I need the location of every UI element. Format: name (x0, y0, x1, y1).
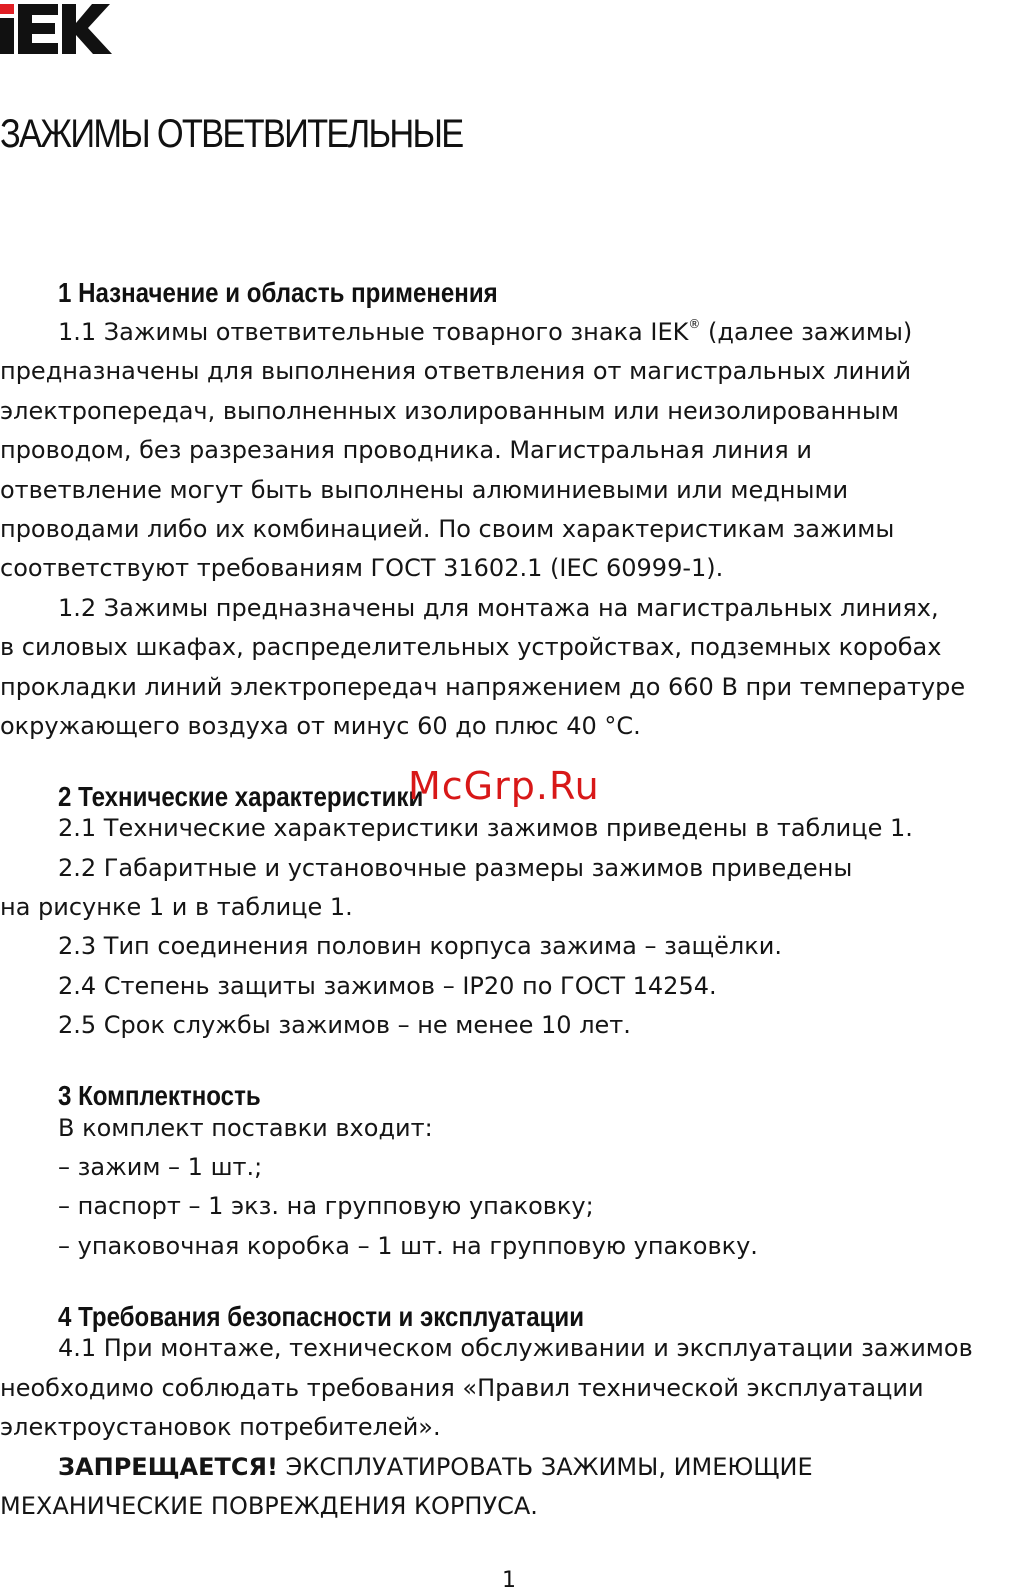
list-item: – зажим – 1 шт.; (58, 1153, 263, 1181)
paragraph-line: проводом, без разрезания проводника. Магистральная линия и (0, 436, 812, 464)
paragraph-line: 4.1 При монтаже, техническом обслуживании и эксплуатации зажимов (58, 1334, 973, 1362)
paragraph-line: электроустановок потребителей». (0, 1413, 441, 1441)
iek-logo (0, 4, 112, 54)
paragraph-line: проводами либо их комбинацией. По своим характеристикам зажимы (0, 515, 895, 543)
section-4-heading: 4 Требования безопасности и эксплуатации (58, 1301, 584, 1332)
paragraph-line: 2.4 Степень защиты зажимов – IP20 по ГОСТ 14254. (58, 972, 717, 1000)
section-1-heading: 1 Назначение и область применения (58, 277, 498, 308)
paragraph-line: 2.1 Технические характеристики зажимов приведены в таблице 1. (58, 814, 913, 842)
list-item: – упаковочная коробка – 1 шт. на групповую упаковку. (58, 1232, 758, 1260)
section-3-heading: 3 Комплектность (58, 1080, 261, 1111)
warning-line: ЗАПРЕЩАЕТСЯ! ЭКСПЛУАТИРОВАТЬ ЗАЖИМЫ, ИМЕЮЩИЕ (58, 1453, 813, 1481)
document-title: ЗАЖИМЫ ОТВЕТВИТЕЛЬНЫЕ (0, 112, 463, 156)
paragraph-line: 1.1 Зажимы ответвительные товарного знака IEK® (далее зажимы) (58, 317, 913, 346)
paragraph-line: электропередач, выполненных изолированным или неизолированным (0, 397, 899, 425)
paragraph-line: 2.5 Срок службы зажимов – не менее 10 лет. (58, 1011, 631, 1039)
paragraph-line: 2.2 Габаритные и установочные размеры зажимов приведены (58, 854, 853, 882)
paragraph-line: 1.2 Зажимы предназначены для монтажа на магистральных линиях, (58, 594, 939, 622)
paragraph-line: соответствуют требованиям ГОСТ 31602.1 (IEC 60999-1). (0, 554, 724, 582)
paragraph-line: 2.3 Тип соединения половин корпуса зажима – защёлки. (58, 932, 782, 960)
paragraph-line: В комплект поставки входит: (58, 1114, 433, 1142)
paragraph-line: ответвление могут быть выполнены алюминиевыми или медными (0, 476, 849, 504)
paragraph-line: на рисунке 1 и в таблице 1. (0, 893, 353, 921)
paragraph-line: МЕХАНИЧЕСКИЕ ПОВРЕЖДЕНИЯ КОРПУСА. (0, 1492, 538, 1520)
paragraph-line: предназначены для выполнения ответвления от магистральных линий (0, 357, 912, 385)
section-2-heading: 2 Технические характеристики (58, 781, 424, 812)
paragraph-line: необходимо соблюдать требования «Правил технической эксплуатации (0, 1374, 924, 1402)
paragraph-line: окружающего воздуха от минус 60 до плюс 40 °С. (0, 712, 641, 740)
paragraph-line: в силовых шкафах, распределительных устройствах, подземных коробах (0, 633, 942, 661)
watermark: McGrp.Ru (408, 764, 600, 808)
warning-label: ЗАПРЕЩАЕТСЯ! (58, 1453, 278, 1481)
paragraph-line: прокладки линий электропередач напряжением до 660 В при температуре (0, 673, 966, 701)
page-number: 1 (502, 1568, 516, 1593)
list-item: – паспорт – 1 экз. на групповую упаковку; (58, 1192, 594, 1220)
